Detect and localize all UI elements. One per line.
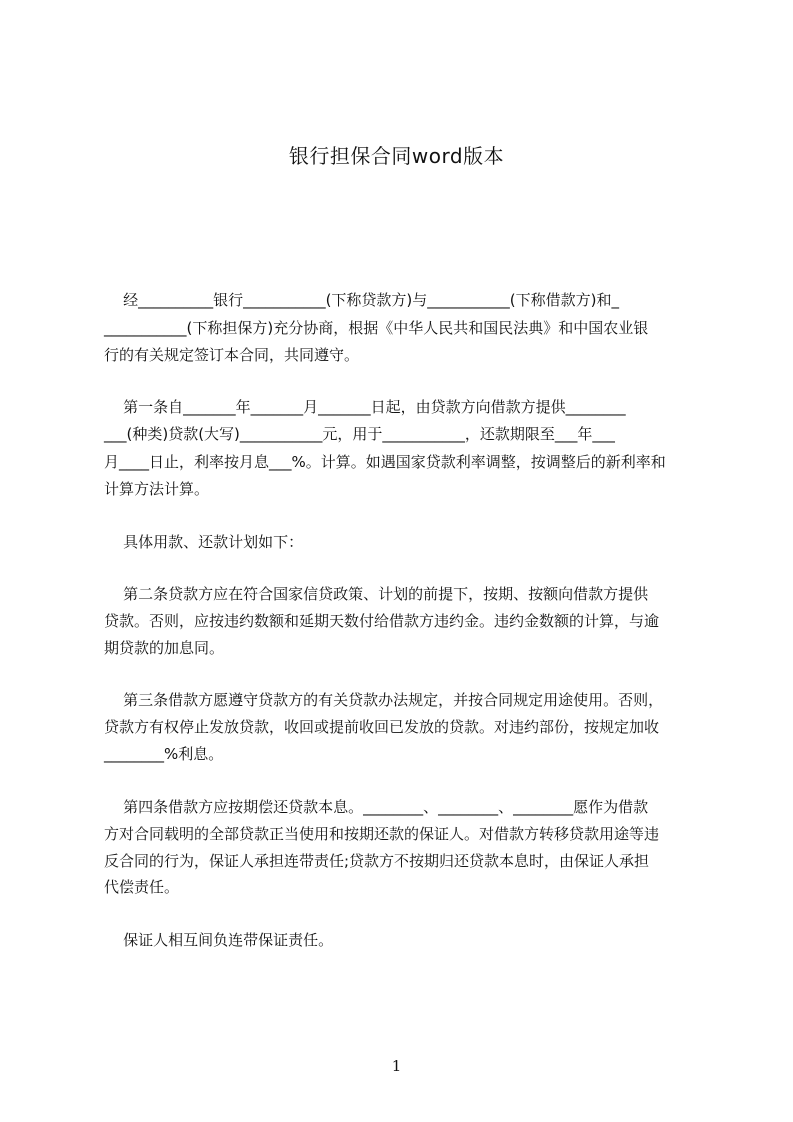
paragraph-7-line-1: 保证人相互间负连带保证责任。 <box>104 931 334 949</box>
paragraph-2-line-3: 月____日止，利率按月息___%。计算。如遇国家贷款利率调整，按调整后的新利率和 <box>104 453 666 471</box>
paragraph-2-line-4: 计算方法计算。 <box>104 480 210 498</box>
page-number: 1 <box>391 1057 402 1075</box>
document-title: 银行担保合同word版本 <box>288 144 505 168</box>
paragraph-3-line-1: 具体用款、还款计划如下： <box>104 533 304 551</box>
paragraph-5-line-3: ________%利息。 <box>104 745 224 763</box>
paragraph-2-line-1: 第一条自_______年_______月_______日起，由贷款方向借款方提供________ <box>104 398 626 416</box>
paragraph-1-line-3: 行的有关规定签订本合同，共同遵守。 <box>104 346 360 364</box>
paragraph-5-line-1: 第三条借款方愿遵守贷款方的有关贷款办法规定，并按合同规定用途使用。否则， <box>104 691 664 709</box>
paragraph-1-line-2: ___________(下称担保方)充分协商，根据《中华人民共和国民法典》和中国农业银 <box>104 319 649 337</box>
paragraph-4-line-1: 第二条贷款方应在符合国家信贷政策、计划的前提下，按期、按额向借款方提供 <box>104 585 649 603</box>
paragraph-6-line-3: 反合同的行为，保证人承担连带责任;贷款方不按期归还贷款本息时，由保证人承担 <box>104 852 650 870</box>
paragraph-1-line-1: 经__________银行___________(下称贷款方)与___________(下称借款方)和_ <box>104 291 619 309</box>
paragraph-5-line-2: 贷款方有权停止发放贷款，收回或提前收回已发放的贷款。对违约部份，按规定加收 <box>104 718 660 736</box>
paragraph-4-line-3: 期贷款的加息同。 <box>104 639 225 657</box>
paragraph-6-line-1: 第四条借款方应按期偿还贷款本息。________、________、________愿作为借款 <box>104 798 649 816</box>
paragraph-4-line-2: 贷款。否则，应按违约数额和延期天数付给借款方违约金。违约金数额的计算，与逾 <box>104 612 660 630</box>
paragraph-6-line-2: 方对合同载明的全部贷款正当使用和按期还款的保证人。对借款方转移贷款用途等违 <box>104 825 660 843</box>
paragraph-2-line-2: ___(种类)贷款(大写)___________元，用于___________，还款期限至___年___ <box>104 425 615 443</box>
paragraph-6-line-4: 代偿责任。 <box>104 878 180 896</box>
